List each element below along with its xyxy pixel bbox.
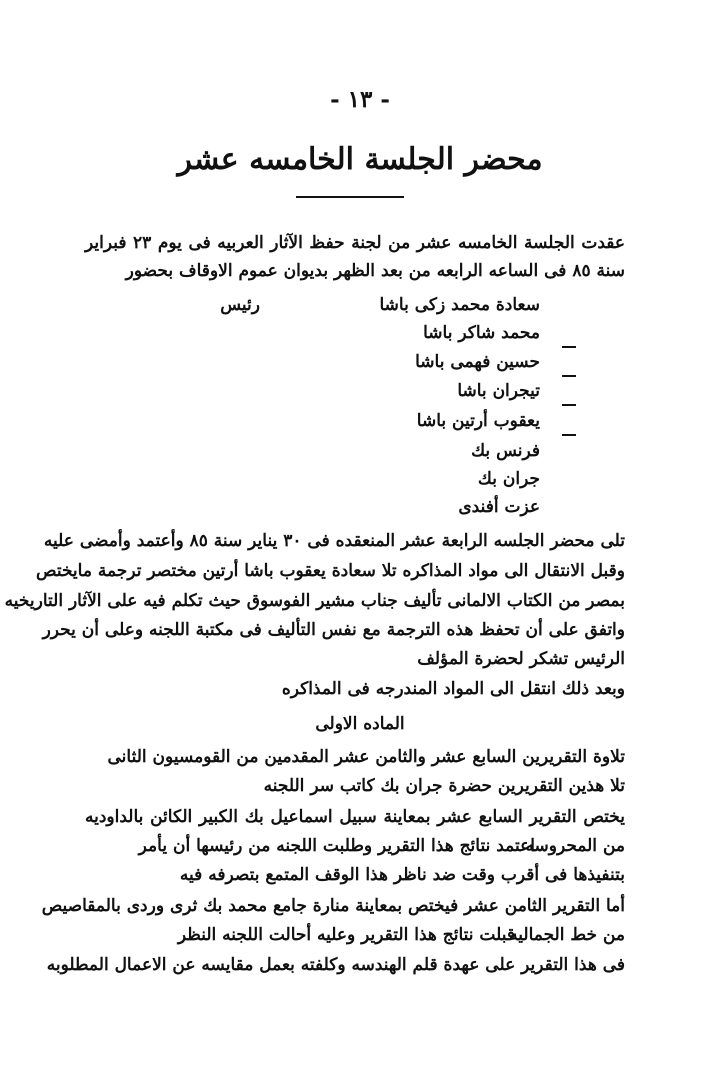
body-line: وقبل الانتقال الى مواد المذاكره تلا سعادة يعقوب باشا أرتين مختصر ترجمة مايختص xyxy=(36,561,625,581)
body-line: وبعد ذلك انتقل الى المواد المندرجه فى المذاكره xyxy=(281,679,625,699)
title-underline xyxy=(296,196,404,198)
body-line: واتفق على أن تحفظ هذه الترجمة مع نفس التأليف فى مكتبة اللجنه وعلى أن يحرر xyxy=(42,620,625,640)
article-line: تلاوة التقريرين السابع عشر والثامن عشر المقدمين من القومسيون الثانى xyxy=(107,747,625,767)
attendee-name: يعقوب أرتين باشا xyxy=(416,411,540,431)
intro-line: سنة ٨٥ فى الساعه الرابعه من بعد الظهر بديوان عموم الاوقاف بحضور xyxy=(125,261,625,281)
body-line: بمصر من الكتاب الالمانى تأليف جناب مشير الفوسوق حيث تكلم فيه على الآثار التاريخيه xyxy=(4,591,625,611)
intro-line: عقدت الجلسة الخامسه عشر من لجنة حفظ الآثار العربيه فى يوم ٢٣ فبراير xyxy=(85,233,625,253)
article-line: يختص التقرير السابع عشر بمعاينة سبيل اسماعيل بك الكبير الكائن بالداوديه xyxy=(85,807,625,827)
article-line: من المحروسه xyxy=(525,836,625,856)
list-dash xyxy=(562,434,576,436)
article-line: فى هذا التقرير على عهدة قلم الهندسه وكلفته بعمل مقايسه عن الاعمال المطلوبه xyxy=(46,955,625,975)
list-dash xyxy=(562,404,576,406)
attendee-chair xyxy=(380,292,541,318)
attendee-name: محمد شاكر باشا xyxy=(423,323,540,343)
body-line: تلى محضر الجلسه الرابعة عشر المنعقده فى ٣٠ يناير سنة ٨٥ وأعتمد وأمضى عليه xyxy=(43,531,625,551)
attendee-name: سعادة محمد زكى باشا xyxy=(379,295,540,315)
list-dash xyxy=(562,375,576,377)
article-line: من خط الجماليه xyxy=(509,925,625,945)
attendee-name: عزت أفندى xyxy=(458,497,540,517)
page-title: محضر الجلسة الخامسه عشر xyxy=(177,142,543,177)
article-line: أما التقرير الثامن عشر فيختص بمعاينة منارة جامع محمد بك ثرى وردى بالمقاصيص xyxy=(41,896,625,916)
attendee-name: فرنس بك xyxy=(471,441,540,461)
list-dash xyxy=(562,346,576,348)
article-line: بتنفيذها فى أقرب وقت ضد ناظر هذا الوقف المتمع بتصرفه فيه xyxy=(179,865,625,885)
article-line: تلا هذين التقريرين حضرة جران بك كاتب سر اللجنه xyxy=(263,776,625,796)
body-line: الرئيس تشكر لحضرة المؤلف xyxy=(417,649,625,669)
attendee-name: تيجران باشا xyxy=(457,381,540,401)
article-heading: الماده الاولى xyxy=(315,714,405,734)
page-number: - ١٣ - xyxy=(330,86,390,113)
attendee-name: جران بك xyxy=(477,469,540,489)
attendee-name: حسين فهمى باشا xyxy=(415,352,540,372)
article-line: قبلت نتائج هذا التقرير وعليه أحالت اللجنه النظر xyxy=(177,925,515,945)
article-line: اعتمد نتائج هذا التقرير وطلبت اللجنه من رئيسها أن يأمر xyxy=(138,836,535,856)
attendee-role: رئيس xyxy=(220,295,260,315)
